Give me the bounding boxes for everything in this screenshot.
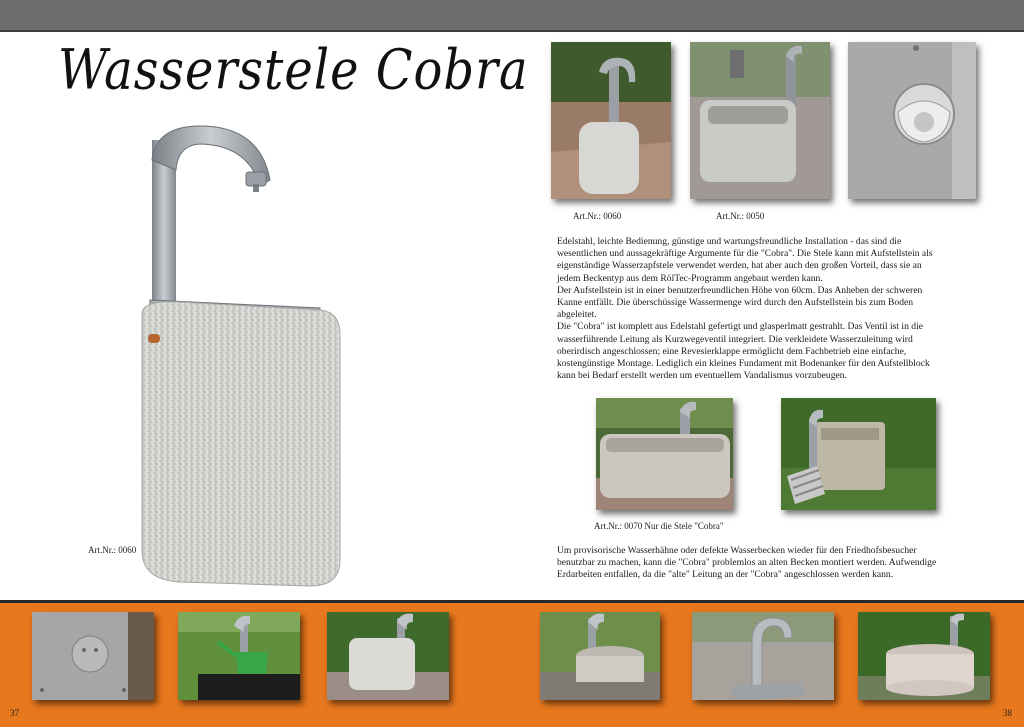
top-bar [0, 0, 1024, 32]
retrofit-line: Um provisorische Wasserhähne oder defekte Wasserbecken wieder für den Friedhofsbesucher [557, 545, 917, 556]
description-line: Die "Cobra" ist komplett aus Edelstahl gefertigt und glasperlmatt gestrahlt. Das Ventil ist in die [557, 321, 924, 333]
page-number-right: 38 [1003, 708, 1012, 718]
description-line: Der Aufstellstein ist in einer benutzerfreundlichen Höhe von 60cm. Das Anheben der schweren [557, 284, 923, 296]
middle-photo-stele-0070 [596, 398, 733, 510]
top-caption-1: Art.Nr.: 0060 [573, 211, 622, 221]
description-line: jedem Beckentyp aus dem RölTec-Programm angebaut werden kann. [557, 272, 823, 284]
middle-caption: Art.Nr.: 0070 Nur die Stele "Cobra" [594, 521, 724, 531]
product-description [557, 236, 997, 382]
page-number-left: 37 [10, 708, 19, 718]
thumb-revision-panel [32, 612, 154, 700]
description-line: Kanne entfällt. Die überschüssige Wassermenge wird durch den Aufstellstein bis zum Boden [557, 297, 914, 309]
description-line: eigenständige Wasserzapfstele verwendet werden, hat aber auch den großen Vorteil, dass sie an [557, 260, 922, 272]
description-line: abgeleitet. [557, 309, 597, 321]
retrofit-text [557, 545, 997, 582]
description-line: oberirdisch angeschlossen; eine Revesierklappe ermöglicht dem Fachbetrieb eine einfache, [557, 345, 907, 357]
thumb-round-basin [540, 612, 660, 700]
page-title: Wasserstele Cobra [58, 38, 529, 103]
thumb-cobra-spout [692, 612, 834, 700]
description-line: wesentlichen und aussagekräftige Argumente für die "Cobra". Die Stele kann mit Aufstellstein als [557, 248, 933, 260]
thumb-basin-garden [327, 612, 449, 700]
top-photo-basin-0050 [690, 42, 830, 199]
description-line: kann bei Bedarf erstellt werden um eventuellem Vandalismus vorzubeugen. [557, 370, 847, 382]
description-line: wasserführende Leitung als Kurzwegeventil integriert. Die verkleidete Wasserzuleitung wird [557, 333, 913, 345]
top-photo-stele-0060 [551, 42, 671, 199]
description-line: Edelstahl, leichte Bedienung, günstige und wartungsfreundliche Installation - das sind die [557, 236, 902, 247]
main-photo-caption: Art.Nr.: 0060 [88, 545, 137, 555]
thumb-watering-can [178, 612, 300, 700]
thumb-round-basin-hedge [858, 612, 990, 700]
middle-photo-old-basin [781, 398, 936, 510]
retrofit-line: Erdarbeiten entfallen, da die "alte" Leitung an der "Cobra" angeschlossen werden kann. [557, 569, 894, 581]
retrofit-line: benutzbar zu machen, kann die "Cobra" problemlos an alten Becken montiert werden. Aufwendige [557, 557, 937, 569]
top-photo-valve-closeup [848, 42, 976, 199]
main-product-photo [120, 120, 350, 590]
description-line: kostengünstige Montage. Lediglich ein kleines Fundament mit Bodenanker für den Aufstellblock [557, 358, 930, 370]
top-caption-2: Art.Nr.: 0050 [716, 211, 765, 221]
